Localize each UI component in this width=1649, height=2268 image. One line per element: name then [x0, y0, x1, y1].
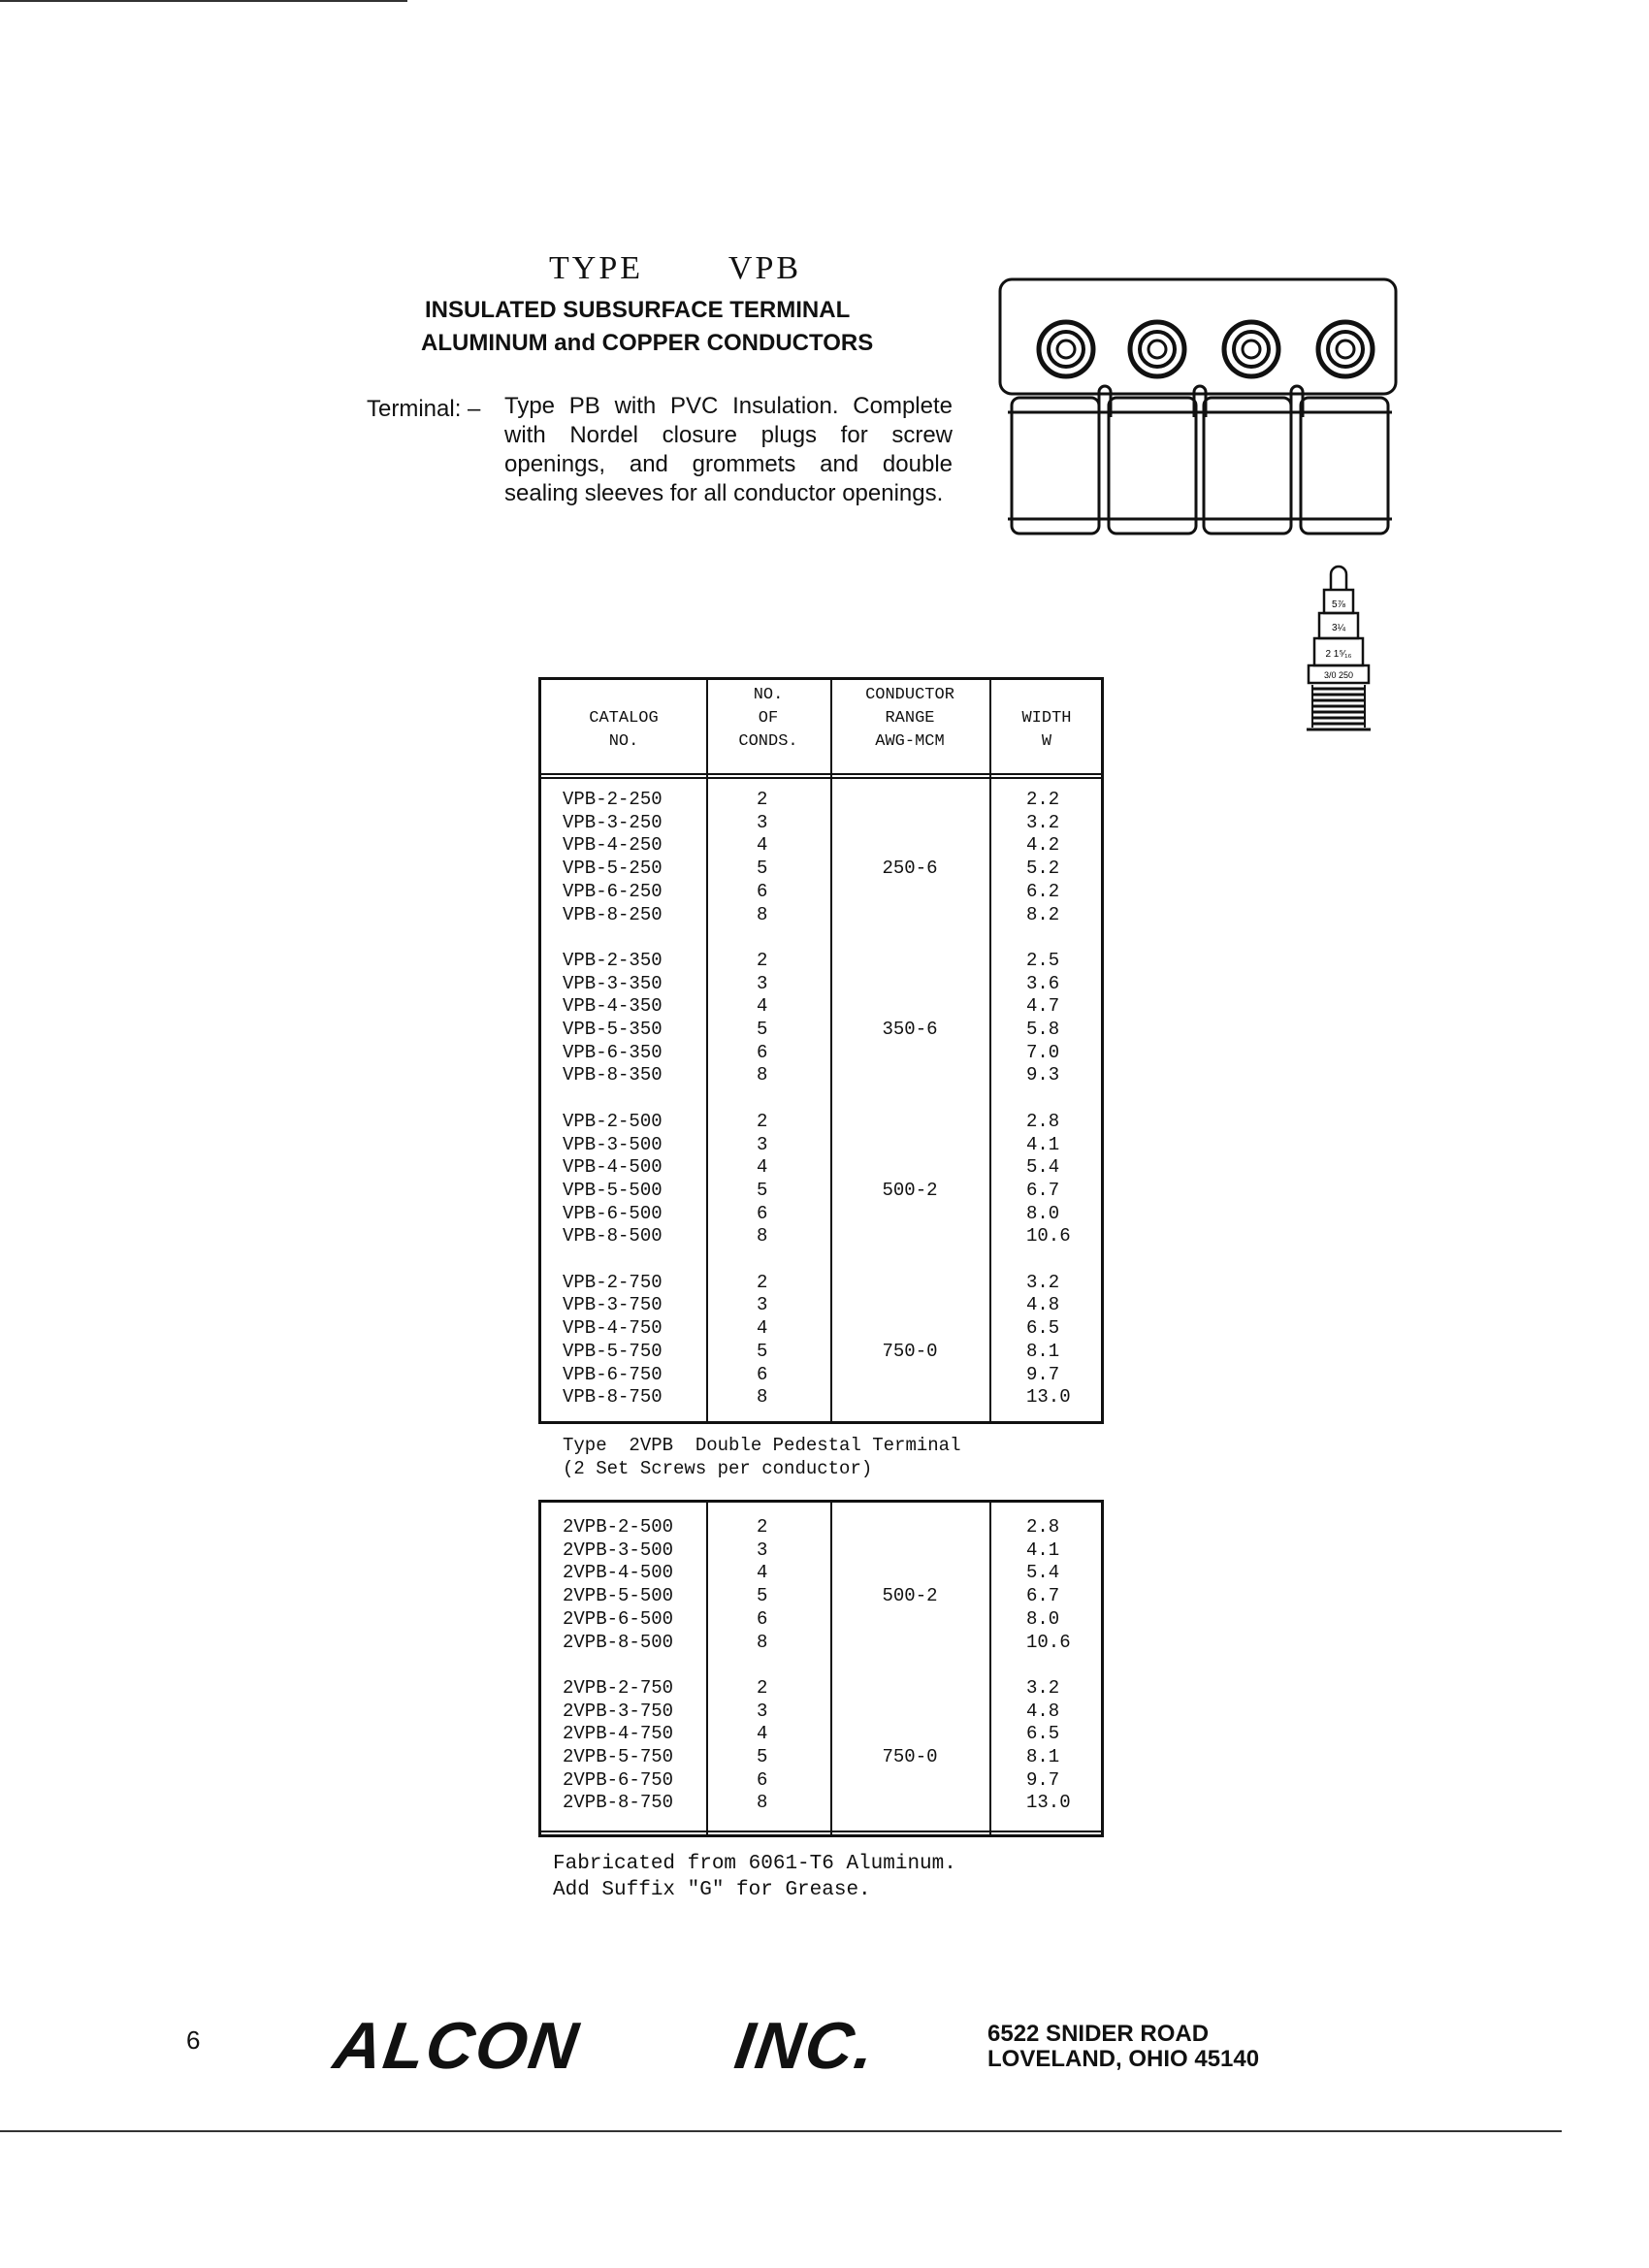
double-pedestal-note: Type 2VPB Double Pedestal Terminal (2 Set Screws per conductor): [563, 1435, 961, 1479]
header-catalog-no: CATALOG NO.: [589, 709, 659, 751]
terminal-label: Terminal: –: [367, 396, 481, 422]
vpb-range-column: 250-6 350-6 500-2 750-0: [882, 858, 938, 1362]
footnote: Fabricated from 6061-T6 Aluminum. Add Suffix "G" for Grease.: [553, 1853, 956, 1901]
page-number: 6: [186, 2025, 201, 2055]
subtitle-line-1: INSULATED SUBSURFACE TERMINAL: [425, 297, 851, 323]
bottom-rule: [0, 2130, 1562, 2132]
header-width: WIDTH W: [1021, 709, 1072, 751]
vpb-width-column: 2.2 3.2 4.2 5.2 6.2 8.2 2.5 3.6 4.7 5.8 7.0 9.3 2.8 4.1 5.4 6.7 8.0 10.6 3.2 4.8 6.5 8.1 9.7 13.0: [1026, 789, 1071, 1409]
vpb-catalog-column: VPB-2-250 VPB-3-250 VPB-4-250 VPB-5-250 VPB-6-250 VPB-8-250 VPB-2-350 VPB-3-350 VPB-4-350 VPB-5-350 VPB-6-350 VPB-8-350 VPB-2-500 VPB-3-500 VPB-4-500 VPB-5-500 VPB-6-500 VPB-8-500 VPB-2-750 VPB-3-750 VPB-4-750 VPB-5-750 VPB-6-750 VPB-8-750: [563, 789, 663, 1409]
2vpb-catalog-table: [538, 1500, 1104, 1837]
2vpb-width-column: 2.8 4.1 5.4 6.7 8.0 10.6 3.2 4.8 6.5 8.1 9.7 13.0: [1026, 1516, 1071, 1814]
header-conductor-range: CONDUCTOR RANGE AWG-MCM: [865, 686, 954, 751]
2vpb-range-column: 500-2 750-0: [882, 1585, 938, 1768]
header-no-of-conds: NO. OF CONDS.: [738, 686, 798, 751]
plug-mark-4: 3/0 250: [1323, 670, 1354, 680]
address-line-1: 6522 SNIDER ROAD: [987, 2021, 1210, 2047]
plug-mark-3: 2 1⁵⁄₁₆: [1325, 649, 1352, 660]
address-line-2: LOVELAND, OHIO 45140: [987, 2046, 1260, 2072]
plug-mark-1: 5⅞: [1332, 599, 1345, 610]
vpb-catalog-table: [538, 677, 1104, 1424]
page-title: TYPE VPB: [549, 250, 802, 286]
sealing-plug-diagram: [1295, 553, 1382, 757]
vpb-conds-column: 2 3 4 5 6 8 2 3 4 5 6 8 2 3 4 5 6 8 2 3 4 5 6 8: [757, 789, 768, 1409]
subtitle-line-2: ALUMINUM and COPPER CONDUCTORS: [421, 330, 874, 356]
terminal-description: Type PB with PVC Insulation. Complete with Nordel closure plugs for screw openings, and grommets and double sealing sleeves for all conductor openings.: [504, 393, 953, 506]
2vpb-catalog-column: 2VPB-2-500 2VPB-3-500 2VPB-4-500 2VPB-5-500 2VPB-6-500 2VPB-8-500 2VPB-2-750 2VPB-3-750 2VPB-4-750 2VPB-5-750 2VPB-6-750 2VPB-8-750: [563, 1516, 674, 1814]
2vpb-conds-column: 2 3 4 5 6 8 2 3 4 5 6 8: [757, 1516, 768, 1814]
company-address: [987, 2022, 1259, 2072]
top-rule: [0, 0, 407, 2]
company-logo: ALCON INC.: [329, 2009, 881, 2083]
plug-mark-2: 3¼: [1332, 623, 1345, 633]
